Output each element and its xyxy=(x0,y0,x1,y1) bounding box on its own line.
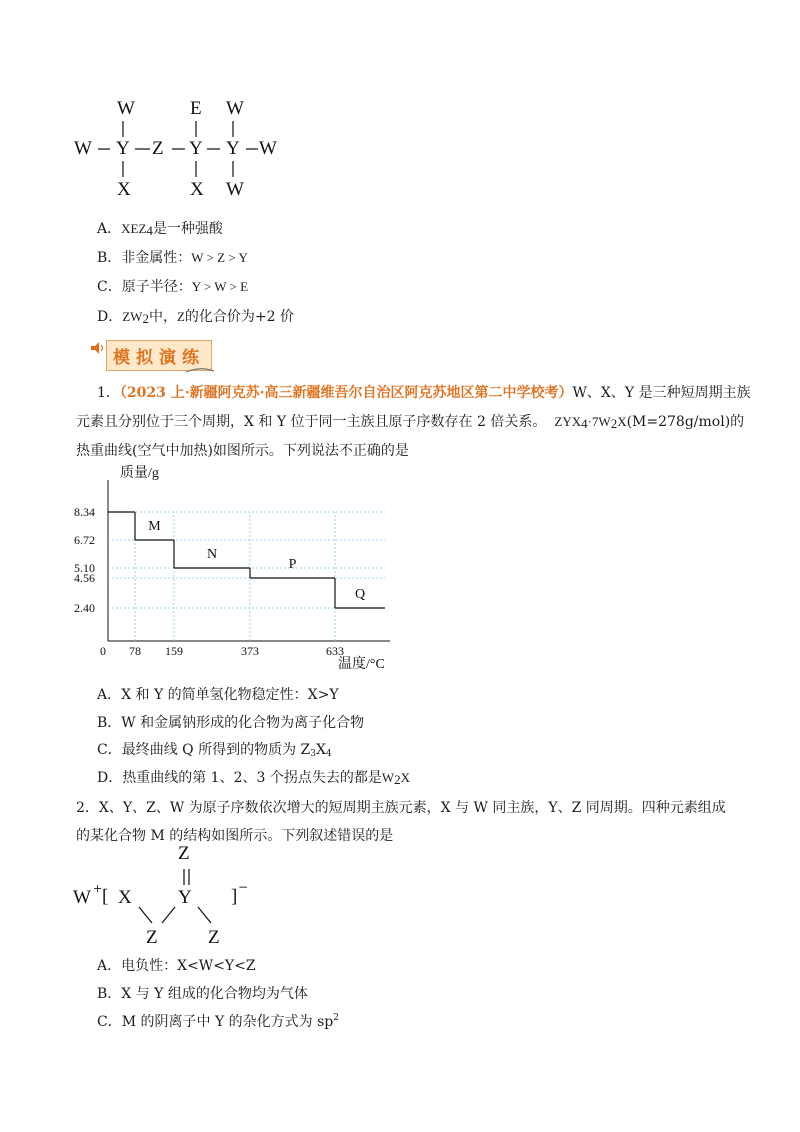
formula-zw: ZW xyxy=(122,309,143,324)
q2-option-a: A．电负性：X<W<Y<Z xyxy=(97,958,256,974)
x-tick-label-2: 373 xyxy=(241,644,259,658)
atom-y1: Y xyxy=(116,138,130,159)
y-tick-label-1: 6.72 xyxy=(74,533,95,547)
option-text-2: 的化合价为+2 价 xyxy=(184,309,294,325)
atom-x-bot1: X xyxy=(117,179,131,200)
option-formula: Y > W > E xyxy=(191,279,249,294)
x-tick-label-0: 78 xyxy=(129,644,141,658)
y-tick-label-2: 5.10 xyxy=(74,561,95,575)
prev-option-a xyxy=(97,218,223,239)
atom-y2: Y xyxy=(189,138,203,159)
subscript: 3 xyxy=(310,749,317,759)
q2-line1: 2．X、Y、Z、W 为原子序数依次增大的短周期主族元素，X 与 W 同主族，Y、Z 同周期。四种元素组成 xyxy=(76,800,726,816)
superscript: 2 xyxy=(333,1013,339,1023)
y-axis-label: 质量/g xyxy=(120,466,159,481)
q1-number: 1． xyxy=(97,385,120,401)
atom-w: W xyxy=(73,887,91,908)
option-text: 是一种强酸 xyxy=(152,221,223,237)
atom-w-left: W xyxy=(74,138,92,159)
option-text: 非金属性： xyxy=(121,250,192,266)
option-text: C．最终曲线 Q 所得到的物质为 Z xyxy=(97,742,311,758)
formula-subscript: 4 xyxy=(581,416,588,431)
option-x: X xyxy=(316,742,326,758)
prev-option-b xyxy=(97,247,248,267)
thermogravimetric-chart xyxy=(60,455,400,675)
option-text: D．热重曲线的第 1、2、3 个拐点失去的都是 xyxy=(97,770,382,786)
bracket-left: [ xyxy=(102,886,109,907)
atom-z-left: Z xyxy=(146,927,158,948)
q2-option-b: B．X 与 Y 组成的化合物均为气体 xyxy=(97,986,308,1002)
y-tick-label-3: 4.56 xyxy=(74,571,95,585)
q1-text-2: 元素且分别位于三个周期，X 和 Y 位于同一主族且原子序数存在 2 倍关系。 xyxy=(76,414,547,430)
segment-label-p: P xyxy=(288,557,297,572)
segment-labels xyxy=(148,519,365,602)
formula-xez: XEZ xyxy=(121,221,147,236)
q1-option-a: A．X 和 Y 的简单氢化物稳定性：X>Y xyxy=(97,687,339,703)
q1-option-b: B．W 和金属钠形成的化合物为离子化合物 xyxy=(97,715,365,731)
q1-text: W、X、Y 是三种短周期主族 xyxy=(572,385,751,401)
prev-option-c xyxy=(97,276,248,296)
subscript-2: 4 xyxy=(325,749,332,759)
atom-w-top2: W xyxy=(226,98,244,119)
atom-x-bot2: X xyxy=(190,179,204,200)
atom-z-top: Z xyxy=(178,843,190,864)
x-tick-label-1: 159 xyxy=(165,644,183,658)
x-tick-label-3: 633 xyxy=(326,644,344,658)
option-text: 中， xyxy=(148,309,177,325)
formula-x: X xyxy=(617,414,627,429)
segment-label-m: M xyxy=(148,519,161,534)
q1-option-d xyxy=(97,767,410,788)
q1-text-3: 热重曲线(空气中加热)如图所示。下列说法不正确的是 xyxy=(76,443,409,459)
q1-molar-mass: (M=278g/mol)的 xyxy=(626,414,745,430)
speaker-icon xyxy=(90,341,104,355)
bracket-right: ] xyxy=(231,886,238,907)
atom-w-top1: W xyxy=(117,98,135,119)
option-label: B． xyxy=(97,250,122,266)
origin-label: 0 xyxy=(100,644,106,658)
subscript: 2 xyxy=(394,772,401,787)
option-text: C．M 的阴离子中 Y 的杂化方式为 sp xyxy=(97,1014,334,1030)
y-tick-label-0: 8.34 xyxy=(74,505,95,519)
x-axis-label: 温度/°C xyxy=(338,657,385,672)
charge-plus: + xyxy=(93,882,103,895)
formula-w: W xyxy=(381,770,395,785)
atom-z-right: Z xyxy=(208,927,220,948)
atom-e-top: E xyxy=(190,98,202,119)
atom-x: X xyxy=(118,887,132,908)
q1-option-c xyxy=(97,739,332,759)
banner-swoosh-icon xyxy=(185,366,215,374)
formula-subscript: 2 xyxy=(142,311,149,326)
q1-source: （2023 上·新疆阿克苏·高三新疆维吾尔自治区阿克苏地区第二中学校考） xyxy=(119,385,573,401)
formula-zyx: ZYX xyxy=(554,414,582,429)
banner-title: 模拟演练 xyxy=(106,340,212,371)
formula-water: ·7W xyxy=(587,414,611,429)
atom-w-bot: W xyxy=(226,179,244,200)
structure-bonds-2 xyxy=(60,845,280,955)
atom-y3: Y xyxy=(226,138,240,159)
segment-label-q: Q xyxy=(354,587,366,602)
x-tick-labels xyxy=(129,644,344,658)
formula-subscript: 4 xyxy=(146,223,153,238)
formula-subscript-2: 2 xyxy=(610,416,618,431)
q1-line1 xyxy=(97,382,751,402)
q2-line2: 的某化合物 M 的结构如图所示。下列叙述错误的是 xyxy=(76,828,394,844)
option-text: 原子半径： xyxy=(121,279,192,295)
option-label: C． xyxy=(97,279,122,295)
option-formula: W > Z > Y xyxy=(191,250,248,265)
atom-y: Y xyxy=(178,887,192,908)
formula-x: X xyxy=(400,770,411,785)
charge-minus: − xyxy=(238,880,249,894)
option-label: A． xyxy=(97,221,122,237)
formula-z: Z xyxy=(176,309,185,324)
atom-z: Z xyxy=(152,138,164,159)
q2-option-c xyxy=(97,1011,339,1031)
atom-w-right: W xyxy=(259,138,277,159)
prev-option-d xyxy=(97,306,294,327)
q1-line2 xyxy=(76,411,744,432)
y-tick-label-4: 2.40 xyxy=(74,601,95,615)
segment-label-n: N xyxy=(206,547,218,562)
y-tick-labels xyxy=(74,505,95,615)
option-label: D． xyxy=(97,309,123,325)
